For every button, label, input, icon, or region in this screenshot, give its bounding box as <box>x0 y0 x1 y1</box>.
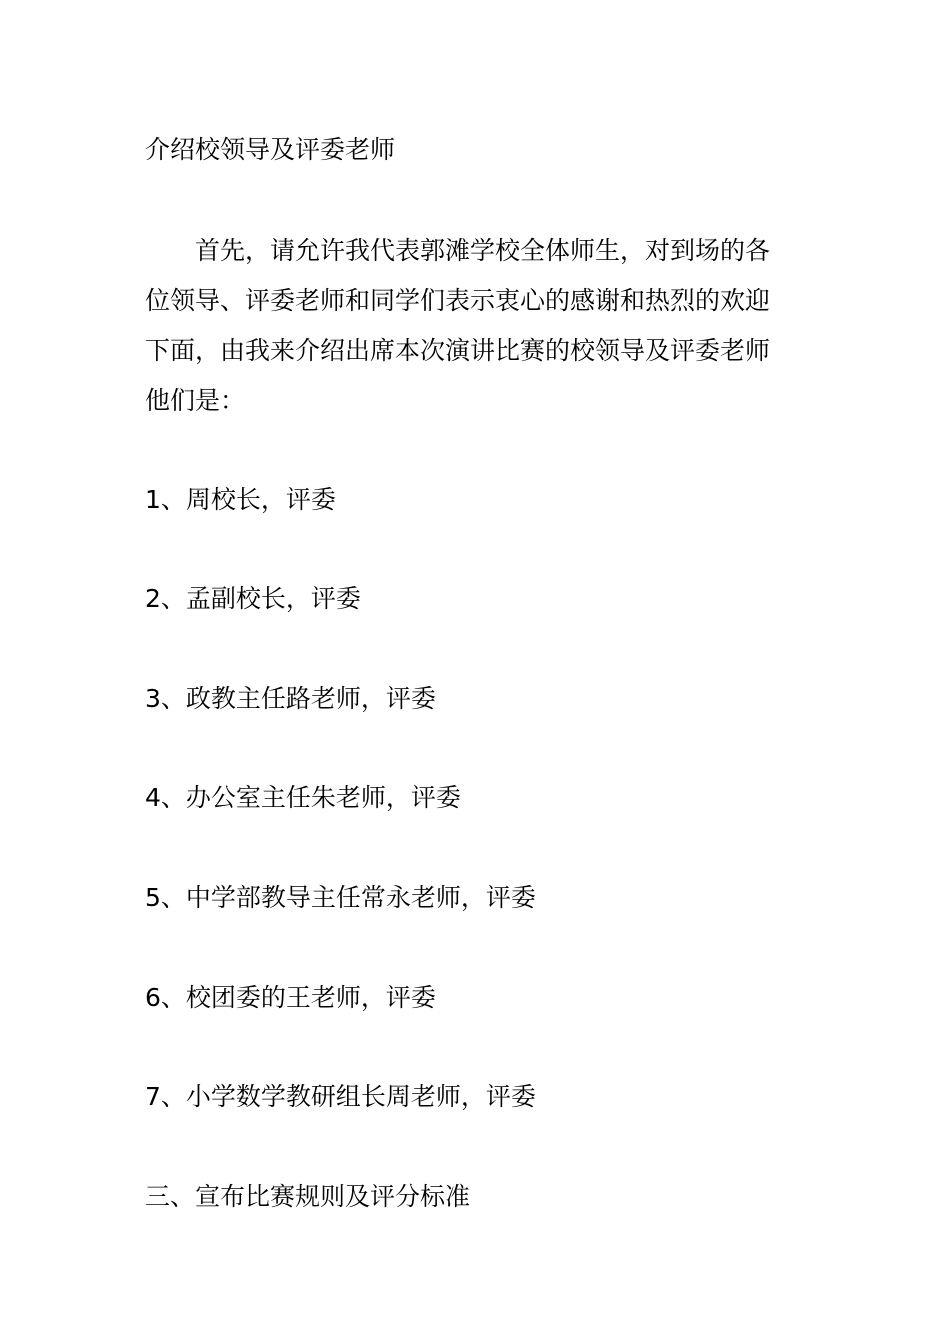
judge-item-4: 4、办公室主任朱老师，评委 <box>145 783 461 812</box>
intro-line-3: 下面，由我来介绍出席本次演讲比赛的校领导及评委老师 <box>145 336 771 365</box>
judge-item-6: 6、校团委的王老师，评委 <box>145 983 436 1012</box>
judge-item-3: 3、政教主任路老师，评委 <box>145 684 436 713</box>
intro-line-1: 首先，请允许我代表郭滩学校全体师生，对到场的各 <box>195 236 771 265</box>
judge-item-7: 7、小学数学教研组长周老师，评委 <box>145 1082 536 1111</box>
intro-line-2: 位领导、评委老师和同学们表示衷心的感谢和热烈的欢迎 <box>145 286 771 315</box>
intro-paragraph <box>145 226 809 426</box>
section-three-heading: 三、宣布比赛规则及评分标准 <box>145 1182 471 1211</box>
judge-item-2: 2、孟副校长，评委 <box>145 584 361 613</box>
intro-line-4: 他们是： <box>145 386 246 415</box>
judge-item-5: 5、中学部教导主任常永老师，评委 <box>145 883 536 912</box>
judge-item-1: 1、周校长，评委 <box>145 485 336 514</box>
section-heading: 介绍校领导及评委老师 <box>145 135 396 164</box>
